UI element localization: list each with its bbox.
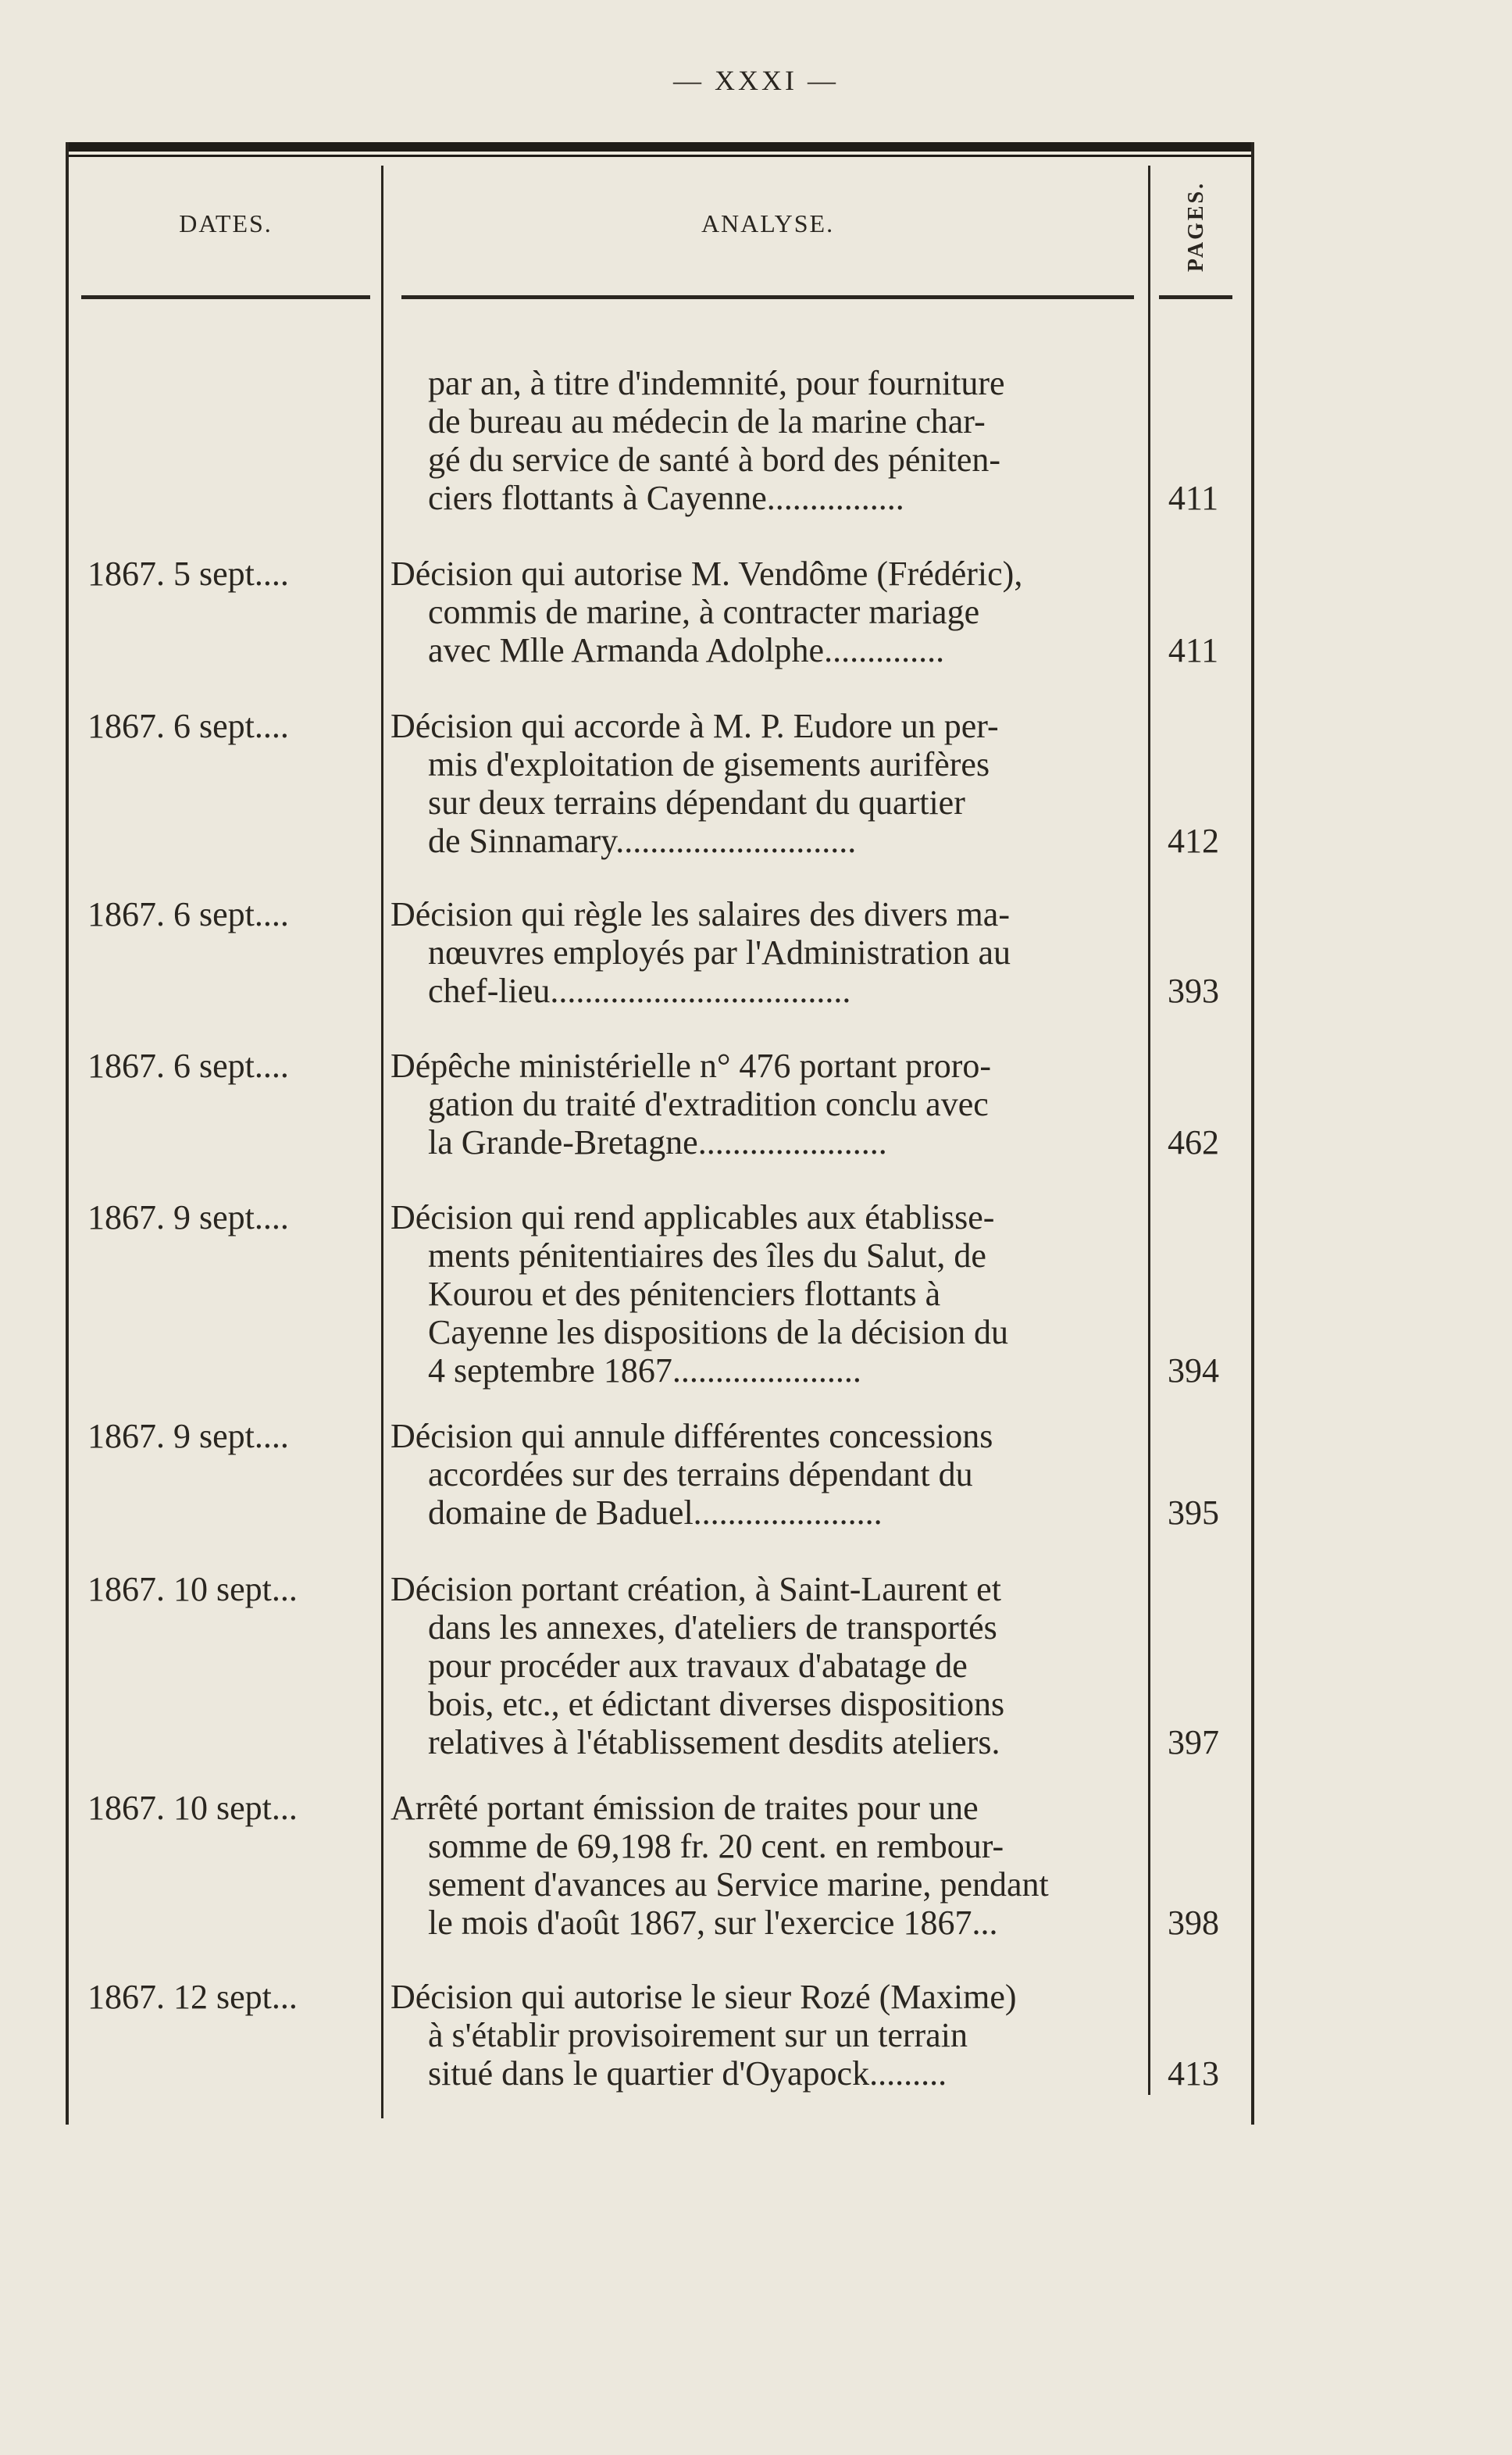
page-number: — XXXI — [673, 65, 839, 96]
entry-page: 413 [1168, 2054, 1219, 2093]
entry-page: 411 [1168, 631, 1219, 669]
entry-analysis [390, 707, 1140, 860]
analysis-line: Dépêche ministérielle n° 476 portant proro- [390, 1047, 992, 1085]
analysis-line: bois, etc., et édictant diverses dispositions [428, 1685, 1005, 1723]
analysis-line: 4 septembre 1867...................... [428, 1351, 861, 1390]
analysis-line: dans les annexes, d'ateliers de transportés [428, 1608, 997, 1647]
analysis-line: Décision qui autorise le sieur Rozé (Maxime) [390, 1978, 1017, 2016]
header-pages [1173, 164, 1220, 289]
analysis-line: de bureau au médecin de la marine char- [428, 402, 986, 441]
entry-date: 1867. 12 sept... [87, 1978, 298, 2016]
analysis-line: Décision qui rend applicables aux établisse- [390, 1198, 995, 1236]
analysis-line: le mois d'août 1867, sur l'exercice 1867... [428, 1904, 998, 1942]
header-pages-label: PAGES. [1184, 180, 1208, 273]
analysis-line: accordées sur des terrains dépendant du [428, 1455, 973, 1493]
entry-date: 1867. 10 sept... [87, 1789, 298, 1827]
analysis-line: gé du service de santé à bord des péniten- [428, 441, 1001, 479]
entry-page: 395 [1168, 1493, 1219, 1532]
entry-page: 393 [1168, 972, 1219, 1010]
entry-analysis [390, 1570, 1140, 1761]
analysis-line: gation du traité d'extradition conclu avec [428, 1085, 989, 1123]
header-rule-analyse [401, 295, 1134, 299]
entry-date: 1867. 9 sept.... [87, 1417, 289, 1455]
analysis-line: relatives à l'établissement desdits ateliers. [428, 1723, 1000, 1761]
entry-analysis [390, 1198, 1140, 1390]
analysis-line: Arrêté portant émission de traites pour une [390, 1789, 979, 1827]
entry-date: 1867. 10 sept... [87, 1570, 298, 1608]
column-divider-dates [381, 166, 383, 2118]
header-analyse: ANALYSE. [701, 209, 835, 237]
analysis-line: avec Mlle Armanda Adolphe.............. [428, 631, 945, 669]
entry-analysis [390, 364, 1140, 517]
analysis-line: nœuvres employés par l'Administration au [428, 933, 1011, 972]
entry-page: 397 [1168, 1723, 1219, 1761]
analysis-line: ments pénitentiaires des îles du Salut, de [428, 1236, 986, 1275]
entry-analysis [390, 1978, 1140, 2093]
analysis-line: chef-lieu................................... [428, 972, 851, 1010]
analysis-line: mis d'exploitation de gisements aurifères [428, 745, 990, 783]
entry-date: 1867. 6 sept.... [87, 895, 289, 933]
analysis-line: à s'établir provisoirement sur un terrain [428, 2016, 968, 2054]
entry-page: 398 [1168, 1904, 1219, 1942]
analysis-line: la Grande-Bretagne...................... [428, 1123, 887, 1161]
analysis-line: de Sinnamary............................ [428, 822, 857, 860]
entry-page: 412 [1168, 822, 1219, 860]
analysis-line: Décision portant création, à Saint-Laurent et [390, 1570, 1001, 1608]
entry-analysis [390, 1047, 1140, 1161]
analysis-line: Cayenne les dispositions de la décision du [428, 1313, 1008, 1351]
analysis-line: commis de marine, à contracter mariage [428, 593, 980, 631]
analysis-line: Décision qui règle les salaires des divers ma- [390, 895, 1010, 933]
entry-page: 462 [1168, 1123, 1219, 1161]
entry-date: 1867. 6 sept.... [87, 1047, 289, 1085]
analysis-line: somme de 69,198 fr. 20 cent. en rembour- [428, 1827, 1004, 1865]
entry-date: 1867. 5 sept.... [87, 555, 289, 593]
header-rule-dates [81, 295, 370, 299]
analysis-line: sement d'avances au Service marine, pendant [428, 1865, 1049, 1904]
entry-date: 1867. 9 sept.... [87, 1198, 289, 1236]
entry-analysis [390, 895, 1140, 1010]
entry-analysis [390, 1789, 1140, 1942]
analysis-line: ciers flottants à Cayenne................ [428, 479, 904, 517]
header-dates: DATES. [179, 209, 273, 237]
analysis-line: domaine de Baduel...................... [428, 1493, 883, 1532]
column-divider-pages [1148, 166, 1150, 2095]
entry-page: 394 [1168, 1351, 1219, 1390]
analysis-line: Décision qui autorise M. Vendôme (Frédéric), [390, 555, 1023, 593]
analysis-line: Décision qui annule différentes concessions [390, 1417, 993, 1455]
header-rule-pages [1159, 295, 1232, 299]
entry-page: 411 [1168, 479, 1219, 517]
entry-date: 1867. 6 sept.... [87, 707, 289, 745]
analysis-line: par an, à titre d'indemnité, pour fourniture [428, 364, 1005, 402]
analysis-line: Décision qui accorde à M. P. Eudore un per- [390, 707, 999, 745]
analysis-line: situé dans le quartier d'Oyapock......... [428, 2054, 947, 2093]
analysis-line: sur deux terrains dépendant du quartier [428, 783, 965, 822]
analysis-line: Kourou et des pénitenciers flottants à [428, 1275, 941, 1313]
entry-analysis [390, 555, 1140, 669]
entry-analysis [390, 1417, 1140, 1532]
analysis-line: pour procéder aux travaux d'abatage de [428, 1647, 968, 1685]
